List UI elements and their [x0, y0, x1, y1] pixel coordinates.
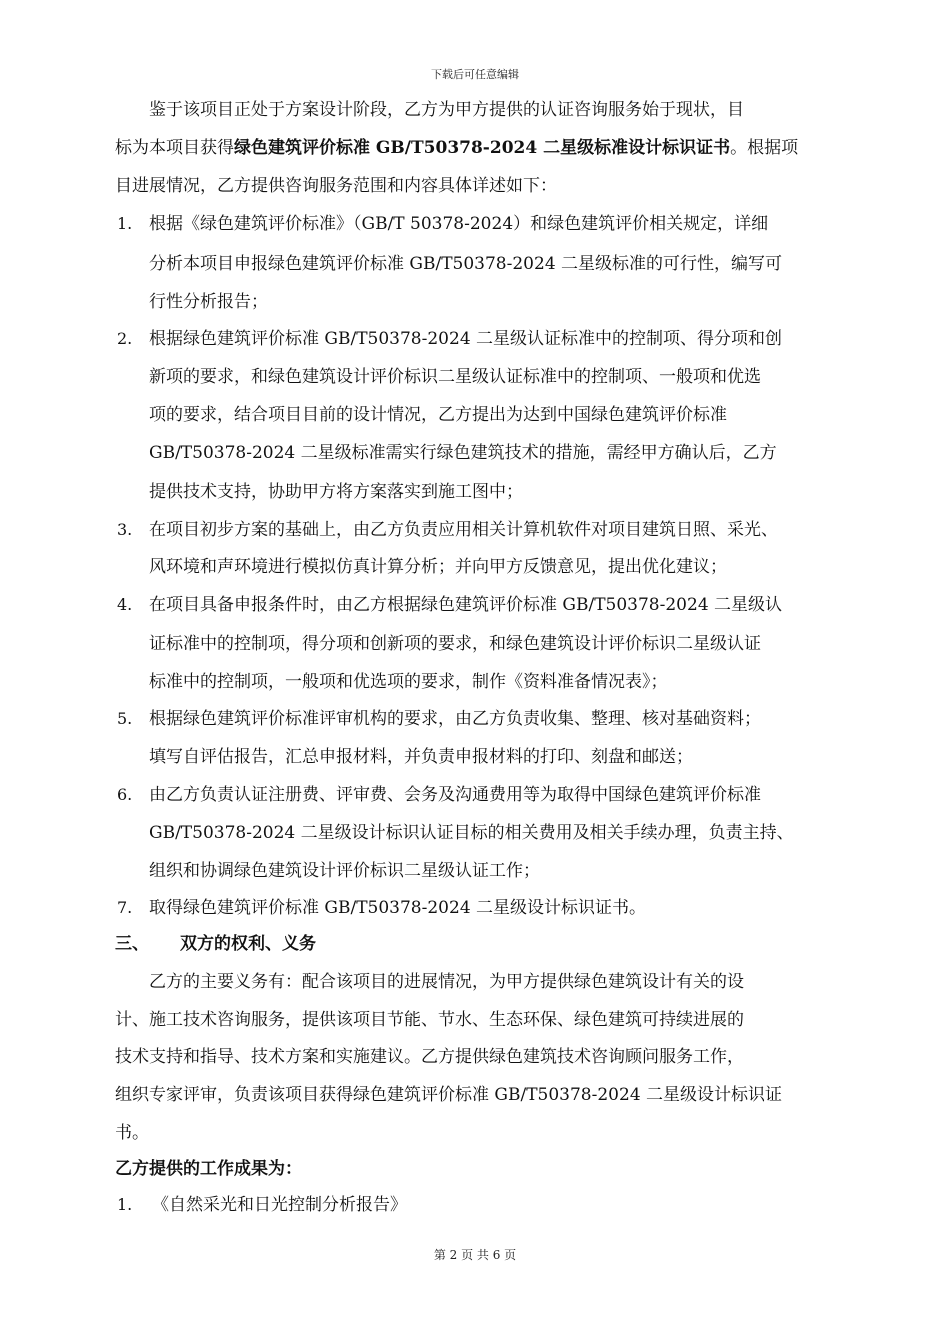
item-7-line-1: 取得绿色建筑评价标准 GB/T50378-2024 二星级设计标识证书。 — [149, 898, 647, 918]
item-1-line-3: 行性分析报告； — [149, 292, 268, 312]
item-3-line-1: 在项目初步方案的基础上，由乙方负责应用相关计算机软件对项目建筑日照、采光、 — [149, 520, 778, 540]
item-1-number: 1. — [117, 214, 133, 233]
section-3-number: 三、 — [115, 934, 149, 954]
item-1-line-1: 根据《绿色建筑评价标准》（GB/T 50378-2024）和绿色建筑评价相关规定，详细 — [149, 214, 769, 234]
item-2-line-1: 根据绿色建筑评价标准 GB/T50378-2024 二星级认证标准中的控制项、得分项和创 — [149, 329, 783, 349]
intro-line-1: 鉴于该项目正处于方案设计阶段，乙方为甲方提供的认证咨询服务始于现状，目 — [149, 100, 744, 120]
page-header: 下载后可任意编辑 — [431, 68, 519, 81]
item-2-number: 2. — [117, 329, 133, 348]
item-2-line-2: 新项的要求，和绿色建筑设计评价标识二星级认证标准中的控制项、一般项和优选 — [149, 367, 761, 387]
page-footer: 第 2 页 共 6 页 — [433, 1248, 517, 1262]
intro-highlight: 绿色建筑评价标准 GB/T50378-2024 二星级标准设计标识证书 — [234, 138, 731, 158]
duties-line-1: 乙方的主要义务有：配合该项目的进展情况，为甲方提供绿色建筑设计有关的设 — [149, 972, 744, 992]
result-1-text: 《自然采光和日光控制分析报告》 — [152, 1195, 407, 1215]
results-heading: 乙方提供的工作成果为： — [115, 1159, 302, 1179]
item-6-line-2: GB/T50378-2024 二星级设计标识认证目标的相关费用及相关手续办理，负责主持、 — [149, 823, 794, 843]
duties-line-2: 计、施工技术咨询服务，提供该项目节能、节水、生态环保、绿色建筑可持续进展的 — [115, 1010, 744, 1030]
item-2-line-5: 提供技术支持，协助甲方将方案落实到施工图中； — [149, 482, 523, 502]
item-4-number: 4. — [117, 595, 133, 614]
item-7-number: 7. — [117, 898, 133, 917]
item-4-line-3: 标准中的控制项，一般项和优选项的要求，制作《资料准备情况表》； — [149, 672, 668, 692]
item-6-line-3: 组织和协调绿色建筑设计评价标识二星级认证工作； — [149, 861, 540, 881]
item-2-line-3: 项的要求，结合项目目前的设计情况，乙方提出为达到中国绿色建筑评价标准 — [149, 405, 727, 425]
item-4-line-1: 在项目具备申报条件时，由乙方根据绿色建筑评价标准 GB/T50378-2024 二星级认 — [149, 595, 783, 615]
intro-line-3: 目进展情况，乙方提供咨询服务范围和内容具体详述如下： — [115, 176, 557, 196]
item-6-line-1: 由乙方负责认证注册费、评审费、会务及沟通费用等为取得中国绿色建筑评价标准 — [149, 785, 761, 805]
intro-line-2 — [115, 137, 798, 159]
intro-line-2-end: 。根据项 — [730, 138, 799, 158]
item-5-line-1: 根据绿色建筑评价标准评审机构的要求，由乙方负责收集、整理、核对基础资料； — [149, 709, 761, 729]
item-6-number: 6. — [117, 785, 133, 804]
intro-line-2-start: 标为本项目获得 — [115, 138, 234, 158]
item-3-number: 3. — [117, 520, 133, 539]
item-5-line-2: 填写自评估报告，汇总申报材料，并负责申报材料的打印、刻盘和邮送； — [149, 747, 693, 767]
item-4-line-2: 证标准中的控制项，得分项和创新项的要求，和绿色建筑设计评价标识二星级认证 — [149, 634, 761, 654]
duties-line-4: 组织专家评审，负责该项目获得绿色建筑评价标准 GB/T50378-2024 二星级设计标识证 — [115, 1085, 783, 1105]
result-1-number: 1. — [117, 1195, 133, 1214]
item-3-line-2: 风环境和声环境进行模拟仿真计算分析；并向甲方反馈意见，提出优化建议； — [149, 557, 727, 577]
duties-line-3: 技术支持和指导、技术方案和实施建议。乙方提供绿色建筑技术咨询顾问服务工作， — [115, 1047, 744, 1067]
item-2-line-4: GB/T50378-2024 二星级标准需实行绿色建筑技术的措施，需经甲方确认后，乙方 — [149, 443, 777, 463]
section-3-title: 双方的权利、义务 — [180, 934, 316, 954]
item-5-number: 5. — [117, 709, 133, 728]
item-1-line-2: 分析本项目申报绿色建筑评价标准 GB/T50378-2024 二星级标准的可行性，编写可 — [149, 254, 783, 274]
duties-line-5: 书。 — [115, 1123, 149, 1143]
